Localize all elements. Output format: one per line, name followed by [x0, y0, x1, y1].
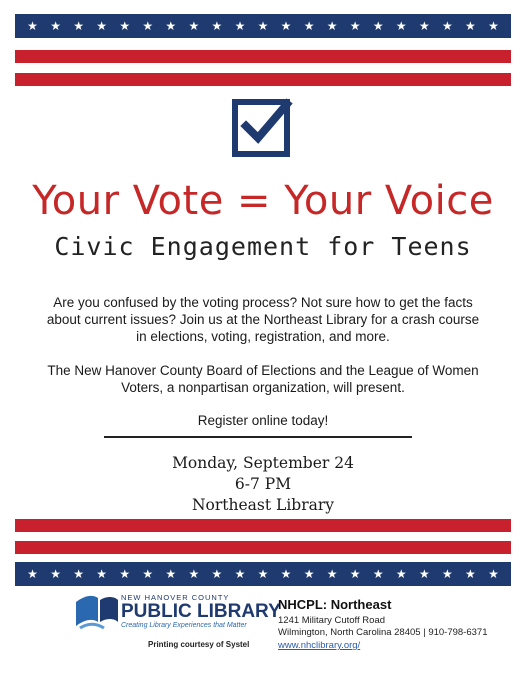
star-icon: ★	[142, 19, 154, 33]
star-icon: ★	[488, 19, 499, 33]
star-icon: ★	[280, 19, 292, 33]
star-icon: ★	[372, 19, 384, 33]
bottom-red-stripe-1	[15, 519, 511, 532]
star-icon: ★	[349, 567, 361, 581]
star-icon: ★	[418, 567, 430, 581]
star-icon: ★	[488, 567, 499, 581]
star-icon: ★	[441, 19, 453, 33]
library-name: PUBLIC LIBRARY	[121, 601, 281, 622]
star-icon: ★	[188, 19, 200, 33]
star-icon: ★	[50, 567, 61, 581]
star-icon: ★	[418, 19, 430, 33]
star-icon: ★	[372, 567, 384, 581]
star-icon: ★	[165, 19, 177, 33]
star-icon: ★	[395, 19, 407, 33]
divider	[104, 436, 412, 438]
top-red-stripe-1	[15, 50, 511, 63]
star-icon: ★	[234, 19, 246, 33]
library-county: NEW HANOVER COUNTY	[121, 593, 230, 602]
star-icon: ★	[73, 19, 84, 33]
star-icon: ★	[280, 567, 292, 581]
event-date: Monday, September 24	[172, 454, 354, 472]
branch-name: NHCPL: Northeast	[278, 597, 392, 612]
star-icon: ★	[165, 567, 177, 581]
star-icon: ★	[211, 567, 223, 581]
star-icon: ★	[119, 567, 131, 581]
star-icon: ★	[441, 567, 453, 581]
top-star-band	[15, 14, 511, 38]
bottom-red-stripe-2	[15, 541, 511, 554]
presenters-paragraph	[20, 362, 506, 396]
star-icon: ★	[211, 19, 223, 33]
star-icon: ★	[73, 567, 84, 581]
star-icon: ★	[326, 19, 338, 33]
star-icon: ★	[142, 567, 154, 581]
star-icon: ★	[119, 19, 131, 33]
star-icon: ★	[96, 19, 108, 33]
library-tagline: Creating Library Experiences that Matter	[121, 622, 247, 629]
branch-address-line2: Wilmington, North Carolina 28405 | 910-798-6371	[278, 627, 488, 638]
intro-line: about current issues? Join us at the Northeast Library for a crash course	[46, 312, 480, 327]
star-icon: ★	[303, 19, 315, 33]
star-icon: ★	[50, 19, 61, 33]
event-time: 6-7 PM	[234, 475, 292, 493]
presenters-line: Voters, a nonpartisan organization, will present.	[121, 380, 405, 395]
star-icon: ★	[257, 567, 269, 581]
top-red-stripe-2	[15, 73, 511, 86]
star-icon: ★	[257, 19, 269, 33]
event-location: Northeast Library	[191, 496, 335, 514]
register-text: Register online today!	[197, 413, 329, 428]
star-icon: ★	[349, 19, 361, 33]
page-title: Your Vote = Your Voice	[32, 178, 494, 224]
star-icon: ★	[326, 567, 338, 581]
star-icon: ★	[188, 567, 200, 581]
branch-address-line1: 1241 Military Cutoff Road	[278, 615, 386, 626]
intro-line: Are you confused by the voting process? Not sure how to get the facts	[53, 295, 473, 310]
star-icon: ★	[465, 19, 476, 33]
star-icon: ★	[395, 567, 407, 581]
page-subtitle: Civic Engagement for Teens	[54, 232, 472, 261]
star-icon: ★	[465, 567, 476, 581]
star-icon: ★	[96, 567, 108, 581]
star-icon: ★	[27, 19, 38, 33]
star-icon: ★	[234, 567, 246, 581]
printing-credit: Printing courtesy of Systel	[148, 640, 250, 649]
bottom-star-band	[15, 562, 511, 586]
checkbox-check-icon	[231, 96, 295, 158]
library-website-link[interactable]: www.nhclibrary.org/	[278, 640, 361, 651]
star-icon: ★	[303, 567, 315, 581]
intro-line: in elections, voting, registration, and more.	[136, 329, 390, 344]
intro-paragraph	[20, 294, 506, 345]
presenters-line: The New Hanover County Board of Elections and the League of Women	[47, 363, 479, 378]
star-icon: ★	[27, 567, 38, 581]
